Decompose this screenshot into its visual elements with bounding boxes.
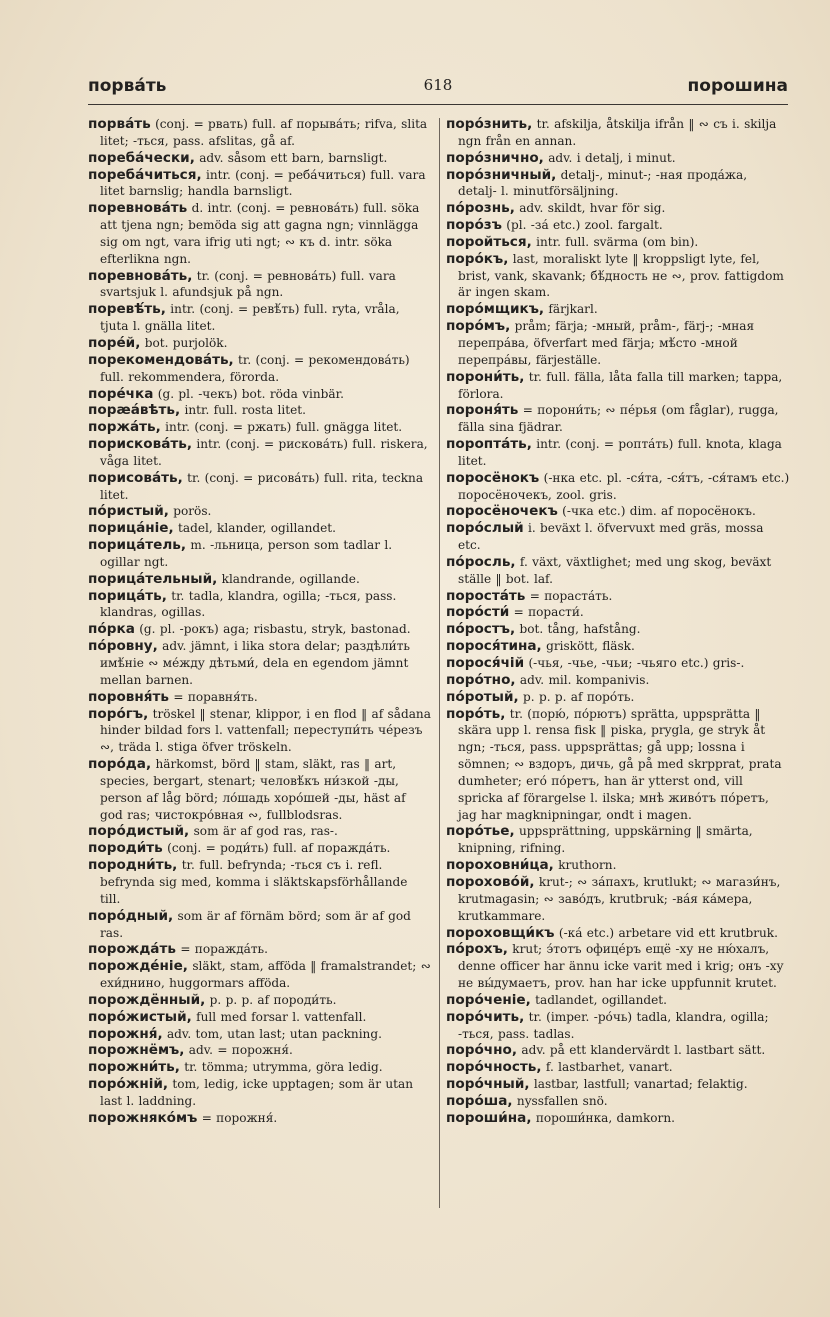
entry-definition: uppsprättning, uppskärning ‖ smärta, knipning, rifning. (458, 824, 753, 856)
entry-headword: порося́чій (446, 655, 525, 671)
dictionary-entry (88, 823, 432, 840)
entry-headword: поро́чный, (446, 1076, 530, 1093)
entry-definition: i. beväxt l. öfvervuxt med gräs, mossa etc. (458, 521, 764, 553)
entry-headword: поржа́ть, (88, 419, 161, 436)
entry-headword: поро́тье, (446, 823, 515, 840)
entry-definition: (g. pl. -рокъ) aga; risbastu, stryk, bastonad. (134, 622, 411, 637)
dictionary-entry (446, 941, 790, 992)
dictionary-entry (88, 840, 432, 857)
dictionary-entry (446, 470, 790, 504)
entry-definition: p. p. p. af поро́ть. (518, 689, 635, 704)
dictionary-entry (88, 268, 432, 302)
entry-headword: поро́чить, (446, 1008, 525, 1025)
dictionary-entry (446, 823, 790, 857)
dictionary-entry (88, 992, 432, 1009)
entry-definition: m. -льница, person som tadlar l. ogillar ngt. (100, 538, 393, 569)
entry-headword: поро́сти́ (446, 604, 510, 621)
dictionary-entry (88, 1110, 432, 1127)
entry-headword: поро́чно, (446, 1042, 518, 1059)
entry-definition: tr. full. fälla, låta falla till marken; tappa, förlora. (458, 369, 783, 401)
entry-definition: adv. i detalj, i minut. (543, 150, 676, 165)
dictionary-entry (88, 958, 432, 992)
page-number: 618 (423, 76, 453, 94)
entry-headword: порица́ніе, (88, 520, 174, 537)
dictionary-entry (88, 335, 432, 352)
entry-definition: klandrande, ogillande. (217, 571, 360, 586)
entry-headword: поревнова́ть, (88, 267, 193, 284)
dictionary-entry (446, 150, 790, 167)
entry-definition: tr. (conj. = ревнова́ть) full. vara svartsjuk l. afundsjuk på ngn. (100, 268, 396, 300)
entry-definition: som är af god ras, ras-. (189, 824, 338, 839)
entry-headword: поро́жній, (88, 1076, 169, 1093)
entry-headword: по́ровну, (88, 638, 158, 655)
dictionary-entry (446, 520, 790, 554)
entry-headword: пороховщи́къ (446, 924, 555, 941)
entry-headword: порожнёмъ, (88, 1042, 185, 1059)
entry-definition: = порожня́. (197, 1110, 278, 1125)
dictionary-entry (446, 672, 790, 689)
entry-headword: поро́мщикъ, (446, 301, 545, 318)
entry-definition: adv. skildt, hvar för sig. (514, 201, 666, 216)
entry-headword: порица́ть, (88, 587, 167, 604)
entry-definition: färjkarl. (544, 302, 598, 317)
entry-headword: породни́ть, (88, 857, 178, 874)
entry-definition: tr. (conj. = рекомендова́ть) full. rekommendera, förorda. (100, 352, 410, 384)
entry-headword: поро́гъ, (88, 705, 149, 722)
dictionary-entry (88, 200, 432, 267)
dictionary-entry (88, 571, 432, 588)
dictionary-entry (88, 503, 432, 520)
entry-definition: f. växt, växtlighet; med ung skog, beväxt ställe ‖ bot. laf. (458, 554, 772, 586)
entry-headword: порица́тель, (88, 537, 187, 554)
entry-headword: порождённый, (88, 991, 206, 1008)
dictionary-entry (88, 1009, 432, 1026)
entry-definition: nyssfallen snö. (512, 1093, 608, 1108)
entry-headword: по́рка (88, 621, 135, 638)
entry-headword: порва́ть (88, 116, 151, 132)
dictionary-entry (446, 251, 790, 302)
dictionary-entry (88, 941, 432, 958)
entry-definition: (-нка etc. pl. -ся́та, -ся́тъ, -ся́тамъ etc.) поросёночекъ, zool. gris. (458, 470, 790, 502)
entry-definition: släkt, stam, afföda ‖ framalstrandet; ∾ ехи́днино, huggormars afföda. (100, 959, 431, 991)
entry-headword: порони́ть, (446, 368, 525, 385)
entry-definition: bot. tång, hafstång. (515, 622, 641, 637)
dictionary-entry (446, 116, 790, 150)
entry-definition: full med forsar l. vattenfall. (191, 1009, 367, 1024)
entry-definition: = порасти́. (509, 605, 584, 620)
dictionary-entry (446, 234, 790, 251)
entry-headword: по́ротый, (446, 688, 519, 705)
entry-definition: adv. = порожня́. (184, 1043, 293, 1058)
entry-headword: порожня́, (88, 1025, 163, 1042)
entry-headword: поре́чка (88, 385, 154, 402)
entry-definition: (-чья, -чье, -чьи; -чьяго etc.) gris-. (524, 656, 745, 670)
column-divider (439, 118, 440, 1208)
entry-headword: порожняко́мъ (88, 1109, 198, 1126)
dictionary-entry (446, 588, 790, 605)
entry-definition: tr. full. befrynda; -ться съ i. refl. befrynda sig med, komma i släktskapsförhållande till. (100, 858, 408, 906)
entry-headword: поревнова́ть (88, 200, 188, 217)
dictionary-entry (446, 318, 790, 369)
entry-definition: tadlandet, ogillandet. (530, 992, 667, 1007)
entry-definition: tadel, klander, ogillandet. (173, 521, 337, 536)
entry-headword: поро́ша, (446, 1092, 513, 1109)
dictionary-entry (88, 470, 432, 504)
entry-headword: по́ростъ, (446, 621, 516, 638)
entry-headword: пороши́на, (446, 1109, 532, 1126)
dictionary-entry (446, 1110, 790, 1127)
entry-definition: adv. mil. kompanivis. (515, 672, 650, 687)
entry-headword: пороста́ть (446, 587, 526, 604)
right-column (446, 116, 790, 1127)
entry-definition: intr. (conj. = ревѣ́ть) full. ryta, vråla, tjuta l. gnälla litet. (100, 302, 400, 334)
entry-headword: поросёнокъ (446, 469, 540, 486)
entry-headword: поро́мъ, (446, 318, 511, 335)
entry-definition: krut; э́тотъ офицéръ ещё -ху не ню́халъ, denne officer har ännu icke varit med i krig; онъ -ху не вы́думаетъ, prov. han har icke uppfunnit krutet. (458, 942, 784, 991)
entry-definition: (conj. = роди́ть) full. af пораждáть. (162, 841, 391, 856)
entry-headword: поро́тно, (446, 671, 516, 688)
dictionary-entry (88, 419, 432, 436)
dictionary-entry (446, 992, 790, 1009)
entry-definition: tr. tadla, klandra, ogilla; -ться, pass. klandras, ogillas. (100, 588, 397, 620)
entry-definition: tr. (conj. = рисова́ть) full. rita, teckna litet. (100, 470, 424, 502)
dictionary-entry (88, 352, 432, 386)
entry-headword: поро́слый (446, 520, 524, 537)
header-last-word: порошина (687, 76, 788, 96)
entry-headword: поропта́ть, (446, 436, 532, 453)
header-first-word: порва́ть (88, 76, 167, 96)
dictionary-entry (446, 369, 790, 403)
entry-definition: pråm; färja; -мный, pråm-, färj-; -мная перепрáва, öfverfart med färja; мѣ́сто -мной перепрáвы, färjeställe. (458, 319, 755, 367)
entry-definition: härkomst, börd ‖ stam, släkt, ras ‖ art, species, bergart, stenart; человѣ́къ ни́зкой -ды, person af låg börd; ло́шадь хоро́шей -ды, häst af god ras; чистокро́вная ∾, fullblodsras. (100, 757, 406, 822)
entry-headword: порæа́вѣть, (88, 402, 181, 419)
entry-headword: порожде́ніе, (88, 958, 188, 975)
dictionary-entry (446, 1093, 790, 1110)
dictionary-entry (88, 908, 432, 942)
entry-headword: порискова́ть, (88, 436, 193, 453)
entry-definition: tr. (порю́, по́рютъ) sprätta, uppsprätta ‖ skära upp l. rensa fisk ‖ piska, prygla, ge stryk åt ngn; -ться, pass. uppsprättas; gå upp; lossna i sömnen; ∾ вздоръ, дичь, gå på med skrpprat, prata dumheter; его́ по́ретъ, han är ytterst ond, vill spricka af förargelse l. ilska; мнѣ живо́тъ по́ретъ, jag har magknipningar, ondt i magen. (458, 706, 782, 822)
entry-definition: пороши́нка, damkorn. (531, 1110, 675, 1125)
dictionary-entry (446, 167, 790, 201)
dictionary-entry (88, 167, 432, 201)
dictionary-entry (446, 402, 790, 436)
entry-headword: порожда́ть (88, 941, 176, 958)
dictionary-entry (446, 638, 790, 655)
entry-definition: p. p. p. af породи́ть. (205, 992, 337, 1007)
entry-definition: = пораждáть. (175, 942, 268, 957)
entry-definition: = поравня́ть. (169, 689, 258, 704)
entry-definition: (conj. = рвать) full. af порыва́ть; rifva, slita litet; -ться, pass. afslitas, gå af. (100, 117, 428, 148)
dictionary-entry (88, 1026, 432, 1043)
dictionary-entry (88, 116, 432, 150)
entry-headword: поре́й, (88, 334, 141, 351)
entry-headword: поро́ченіе, (446, 991, 531, 1008)
entry-headword: поройться, (446, 233, 532, 250)
entry-definition: adv. på ett klandervärdt l. lastbart sätt. (517, 1043, 766, 1058)
entry-headword: по́рознь, (446, 200, 515, 217)
entry-definition: last, moraliskt lyte ‖ kroppsligt lyte, fel, brist, vank, skavank; бѣ́дность не ∾, prov. fattigdom är ingen skam. (458, 251, 784, 300)
entry-definition: som är af förnäm börd; som är af god ras. (100, 908, 411, 940)
entry-definition: (-кá etc.) arbetare vid ett krutbruk. (554, 925, 778, 940)
entry-headword: пореба́чески, (88, 149, 195, 166)
entry-definition: intr. full. svärma (om bin). (531, 234, 699, 249)
dictionary-entry (88, 638, 432, 689)
entry-headword: порекомендова́ть, (88, 351, 234, 368)
dictionary-entry (446, 301, 790, 318)
dictionary-entry (446, 436, 790, 470)
dictionary-entry (88, 1042, 432, 1059)
entry-definition: tom, ledig, icke upptagen; som är utan last l. laddning. (100, 1077, 413, 1108)
dictionary-entry (446, 655, 790, 672)
dictionary-entry (88, 756, 432, 823)
entry-headword: по́росль, (446, 553, 516, 570)
dictionary-entry (88, 436, 432, 470)
entry-headword: по́ристый, (88, 503, 169, 520)
entry-headword: пороня́ть (446, 402, 519, 419)
entry-headword: породи́ть (88, 840, 163, 857)
entry-headword: поро́знить, (446, 116, 533, 132)
entry-definition: = порастáть. (525, 588, 613, 603)
entry-definition: adv. tom, utan last; utan packning. (162, 1026, 382, 1041)
entry-definition: porös. (168, 504, 212, 519)
entry-headword: по́рохъ, (446, 941, 508, 958)
dictionary-entry (446, 217, 790, 234)
header-rule (88, 104, 788, 105)
entry-definition: (g. pl. -чекъ) bot. röda vinbär. (153, 386, 344, 401)
entry-definition: = порони́ть; ∾ пéрья (om fåglar), rugga, fälla sina fjädrar. (458, 403, 779, 435)
dictionary-entry (88, 621, 432, 638)
entry-definition: intr. (conj. = роптáть) full. knota, klaga litet. (458, 437, 782, 468)
entry-definition: krut-; ∾ зáпахъ, krutlukt; ∾ магази́нъ, krutmagasin; ∾ заво́дъ, krutbruk; -вáя кáмера, krutkammare. (458, 874, 781, 923)
entry-headword: поро́дистый, (88, 823, 190, 840)
entry-definition: tr. tömma; utrymma, göra ledig. (179, 1060, 383, 1075)
dictionary-entry (446, 200, 790, 217)
dictionary-entry (446, 1059, 790, 1076)
dictionary-entry (446, 1076, 790, 1093)
entry-definition: detalj-, minut-; -ная продáжа, detalj- l. minutförsäljning. (458, 167, 748, 199)
entry-headword: порисова́ть, (88, 469, 183, 486)
entry-definition: tr. (imper. -ро́чь) tadla, klandra, ogilla; -ться, pass. tadlas. (458, 1009, 769, 1041)
entry-definition: intr. full. rosta litet. (180, 403, 306, 418)
dictionary-entry (446, 1042, 790, 1059)
dictionary-entry (88, 150, 432, 167)
dictionary-entry (88, 537, 432, 571)
dictionary-entry (446, 857, 790, 874)
dictionary-entry (446, 1009, 790, 1043)
entry-definition: griskött, fläsk. (541, 639, 635, 654)
entry-headword: поро́жистый, (88, 1008, 192, 1025)
dictionary-entry (88, 689, 432, 706)
entry-definition: d. intr. (conj. = ревнова́ть) full. söka att tjena ngn; bemöda sig att gagna ngn; vinnlägga sig om ngt, vara ifrig uti ngt; ∾ къ d. intr. söka efterlikna ngn. (100, 201, 420, 266)
dictionary-entry (88, 588, 432, 622)
entry-definition: tr. afskilja, åtskilja ifrån ‖ ∾ съ i. skilja ngn från en annan. (458, 117, 777, 148)
dictionary-entry (446, 554, 790, 588)
dictionary-entry (446, 925, 790, 942)
entry-headword: поровня́ть (88, 688, 169, 705)
entry-definition: adv. såsom ett barn, barnsligt. (194, 150, 388, 165)
entry-headword: поросёночекъ (446, 503, 558, 520)
entry-definition: adv. jämnt, i lika stora delar; раздѣли́ть имѣ́ніе ∾ ме́жду дѣтьми́, dela en egendom jämnt mellan barnen. (100, 639, 410, 687)
entry-headword: порохово́й, (446, 873, 535, 890)
page-header (88, 76, 788, 102)
entry-headword: поро́къ, (446, 250, 509, 267)
dictionary-entry (446, 689, 790, 706)
dictionary-entry (88, 520, 432, 537)
entry-headword: поро́ть, (446, 705, 506, 722)
entry-definition: (-чка etc.) dim. af поросёнокъ. (557, 504, 756, 519)
entry-headword: пороховни́ца, (446, 857, 554, 874)
dictionary-entry (446, 706, 790, 824)
entry-definition: (pl. -зá etc.) zool. fargalt. (501, 218, 663, 233)
entry-definition: kruthorn. (553, 858, 617, 873)
entry-headword: поро́зъ (446, 217, 502, 234)
entry-definition: lastbar, lastfull; vanartad; felaktig. (529, 1077, 748, 1092)
dictionary-entry (88, 301, 432, 335)
entry-definition: intr. (conj. = реба́читься) full. vara litet barnslig; handla barnsligt. (100, 167, 426, 199)
entry-headword: поро́дный, (88, 907, 174, 924)
entry-headword: поро́зничный, (446, 166, 557, 183)
dictionary-entry (446, 874, 790, 925)
left-column (88, 116, 432, 1127)
entry-headword: порося́тина, (446, 638, 542, 655)
dictionary-entry (446, 604, 790, 621)
dictionary-entry (88, 386, 432, 403)
entry-definition: tröskel ‖ stenar, klippor, i en flod ‖ af sådana hinder bildad fors l. vattenfall; переступи́ть чéрезъ ∾, träda l. stiga öfver tröskeln. (100, 706, 431, 755)
entry-headword: поро́да, (88, 756, 152, 773)
dictionary-entry (88, 706, 432, 757)
entry-headword: пореба́читься, (88, 166, 202, 183)
entry-definition: f. lastbarhet, vanart. (541, 1060, 673, 1075)
entry-headword: порожни́ть, (88, 1059, 180, 1076)
entry-definition: intr. (conj. = ржать) full. gnägga litet. (160, 420, 403, 435)
entry-headword: поревѣ́ть, (88, 301, 166, 318)
entry-definition: intr. (conj. = рискова́ть) full. riskera, våga litet. (100, 437, 428, 468)
dictionary-entry (88, 1076, 432, 1110)
dictionary-entry (446, 621, 790, 638)
dictionary-entry (88, 857, 432, 908)
entry-headword: поро́чность, (446, 1059, 542, 1076)
entry-headword: поро́знично, (446, 149, 544, 166)
entry-headword: порица́тельный, (88, 570, 218, 587)
entry-definition: bot. purjolök. (140, 335, 228, 350)
dictionary-entry (446, 503, 790, 520)
dictionary-entry (88, 1059, 432, 1076)
dictionary-entry (88, 402, 432, 419)
